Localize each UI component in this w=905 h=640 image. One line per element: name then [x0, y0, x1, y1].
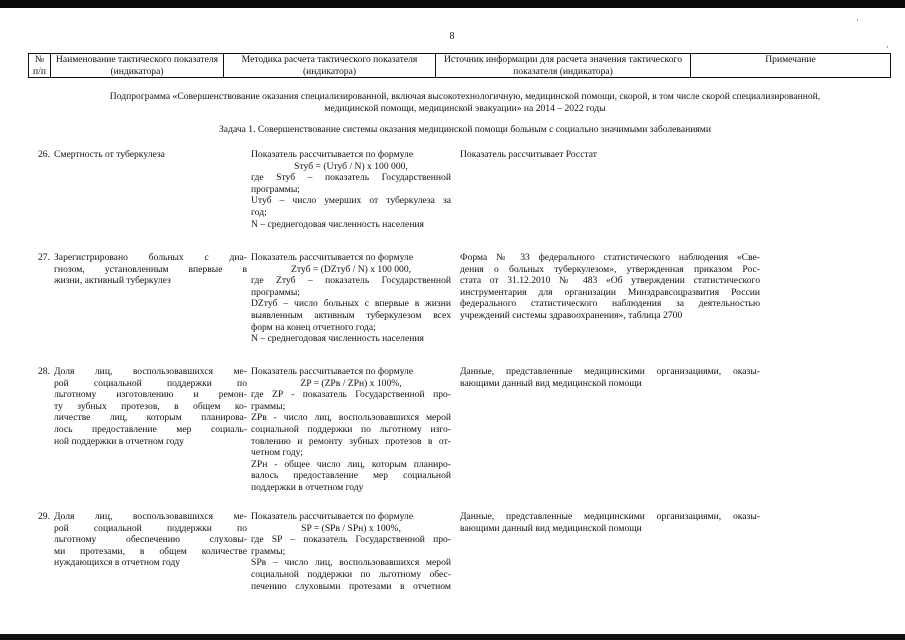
text-line: N – среднегодовая численность населения: [251, 333, 424, 345]
text-line: жизни, активный туберкулез: [54, 275, 171, 287]
header-col-method: Методика расчета тактического показателя (индикатора): [224, 54, 436, 78]
text-line: Данные, представленные медицинскими организациями, оказы-: [460, 511, 760, 522]
text-line: граммы;: [251, 400, 286, 412]
text-line: четном году;: [251, 447, 303, 459]
data-source: [460, 149, 760, 161]
text-line: лось предоставление мер социаль-: [54, 423, 247, 435]
text-line: социальной поддержки по льготному обес-: [251, 568, 451, 580]
text-line: N – среднегодовая численность населения: [251, 218, 424, 230]
text-line: Доля лиц, воспользовавшихся ме-: [54, 366, 247, 377]
table-header: [28, 53, 891, 78]
text-line: где SP – показатель Государственной про-: [251, 534, 451, 546]
indicator-name: [54, 366, 247, 447]
text-line: Данные, представленные медицинскими организациями, оказы-: [460, 366, 760, 377]
text-line: вающими данный вид медицинской помощи: [460, 522, 642, 534]
text-line: где ZP - показатель Государственной про-: [251, 389, 451, 401]
task-title: Задача 1. Совершенствование системы оказания медицинской помощи больным с социально значимыми заболеваниями: [219, 124, 711, 135]
page-number: 8: [449, 31, 455, 42]
text-line: нуждающихся в отчетном году: [54, 557, 181, 569]
subprogram-title-line: Подпрограмма «Совершенствование оказания специализированной, включая высокотехнологичную, медицинской помощи, скорой, в том числе скорой специализированной,: [109, 91, 821, 102]
text-line: Uтуб – число умерших от туберкулеза за: [251, 195, 451, 207]
calculation-method: [251, 511, 451, 592]
text-line: ZPв - число лиц, воспользовавшихся мерой: [251, 412, 451, 424]
row-number: 29.: [38, 511, 50, 522]
text-line: Показатель рассчитывает Росстат: [460, 149, 597, 160]
data-source: [460, 511, 760, 534]
top-scan-border: [0, 0, 905, 8]
text-line: Доля лиц, воспользовавшихся ме-: [54, 511, 247, 522]
text-line: Показатель рассчитывается по формуле: [251, 366, 414, 377]
text-line: SPв – число лиц, воспользовавшихся мерой: [251, 557, 451, 569]
row-number: 26.: [38, 149, 50, 160]
text-line: ZPн - общее число лиц, которым планиро-: [251, 458, 451, 470]
calculation-method: [251, 366, 451, 494]
text-line: инструментария для организации Минздравсоцразвития России: [460, 286, 760, 298]
text-line: выявленным активным туберкулезом всех: [251, 309, 451, 321]
indicator-name: [54, 149, 247, 161]
text-line: где Zтуб – показатель Государственной: [251, 275, 451, 287]
text-line: программы;: [251, 183, 300, 195]
formula: Sтуб = (Uтуб / N) х 100 000,: [294, 160, 408, 172]
text-line: поддержки в отчетном году: [251, 481, 364, 493]
row-number: 28.: [38, 366, 50, 377]
subprogram-title-line: медицинской помощи, медицинской эвакуации» на 2014 – 2022 годы: [324, 103, 606, 114]
scan-speck: ·: [856, 15, 859, 25]
text-line: товлению и ремонту зубных протезов в от-: [251, 435, 451, 447]
text-line: Смертность от туберкулеза: [54, 149, 165, 160]
text-line: где Sтуб – показатель Государственной: [251, 172, 451, 184]
formula: Zтуб = (DZтуб / N) х 100 000,: [290, 263, 412, 275]
formula: ZP = (ZPв / ZPн) х 100%,: [300, 377, 402, 389]
text-line: год;: [251, 206, 267, 218]
formula: SP = (SPв / SPн) х 100%,: [301, 522, 401, 534]
calculation-method: [251, 252, 451, 345]
data-source: [460, 252, 760, 322]
text-line: ми протезами, в общем количестве: [54, 545, 247, 557]
text-line: рой социальной поддержки по: [54, 522, 247, 534]
scan-speck: ·: [886, 42, 889, 52]
text-line: стата от 31.12.2010 № 483 «Об утверждении статистического: [460, 275, 760, 287]
header-col-number: № п/п: [29, 54, 51, 78]
indicator-name: [54, 511, 247, 569]
text-line: ту зубных протезов, в общем ко-: [54, 400, 247, 412]
text-line: Показатель рассчитывается по формуле: [251, 252, 414, 263]
header-col-name: Наименование тактического показателя (индикатора): [51, 54, 224, 78]
calculation-method: [251, 149, 451, 230]
text-line: гнозом, установленным впервые в: [54, 263, 247, 275]
text-line: Показатель рассчитывается по формуле: [251, 149, 414, 160]
data-source: [460, 366, 760, 389]
text-line: личестве лиц, которым планирова-: [54, 412, 247, 424]
text-line: Зарегистрировано больных с диа-: [54, 252, 247, 263]
text-line: учреждений системы здравоохранения», таблица 2700: [460, 309, 683, 321]
text-line: рой социальной поддержки по: [54, 377, 247, 389]
text-line: программы;: [251, 286, 300, 298]
text-line: дения о больных туберкулезом», утвержденная приказом Рос-: [460, 263, 760, 275]
subprogram-title: [40, 91, 890, 115]
text-line: DZтуб – число больных с впервые в жизни: [251, 298, 451, 310]
text-line: социальной поддержки по льготному изго-: [251, 423, 451, 435]
text-line: форм на конец отчетного года;: [251, 321, 376, 333]
text-line: федерального статистического наблюдения за деятельностью: [460, 298, 760, 310]
text-line: льготному изготовлению и ремон-: [54, 389, 247, 401]
text-line: граммы;: [251, 545, 286, 557]
text-line: ной поддержки в отчетном году: [54, 435, 184, 447]
text-line: валось предоставление мер социальной: [251, 470, 451, 482]
header-col-note: Примечание: [691, 54, 891, 78]
text-line: Показатель рассчитывается по формуле: [251, 511, 414, 522]
text-line: Форма № 33 федерального статистического наблюдения «Све-: [460, 252, 760, 263]
row-number: 27.: [38, 252, 50, 263]
text-line: вающими данный вид медицинской помощи: [460, 377, 642, 389]
text-line: льготному обеспечению слуховы-: [54, 534, 247, 546]
bottom-scan-border: [0, 634, 905, 640]
text-line: печению слуховыми протезами в отчетном: [251, 580, 451, 592]
indicator-name: [54, 252, 247, 287]
header-col-source: Источник информации для расчета значения тактического показателя (индикатора): [436, 54, 691, 78]
